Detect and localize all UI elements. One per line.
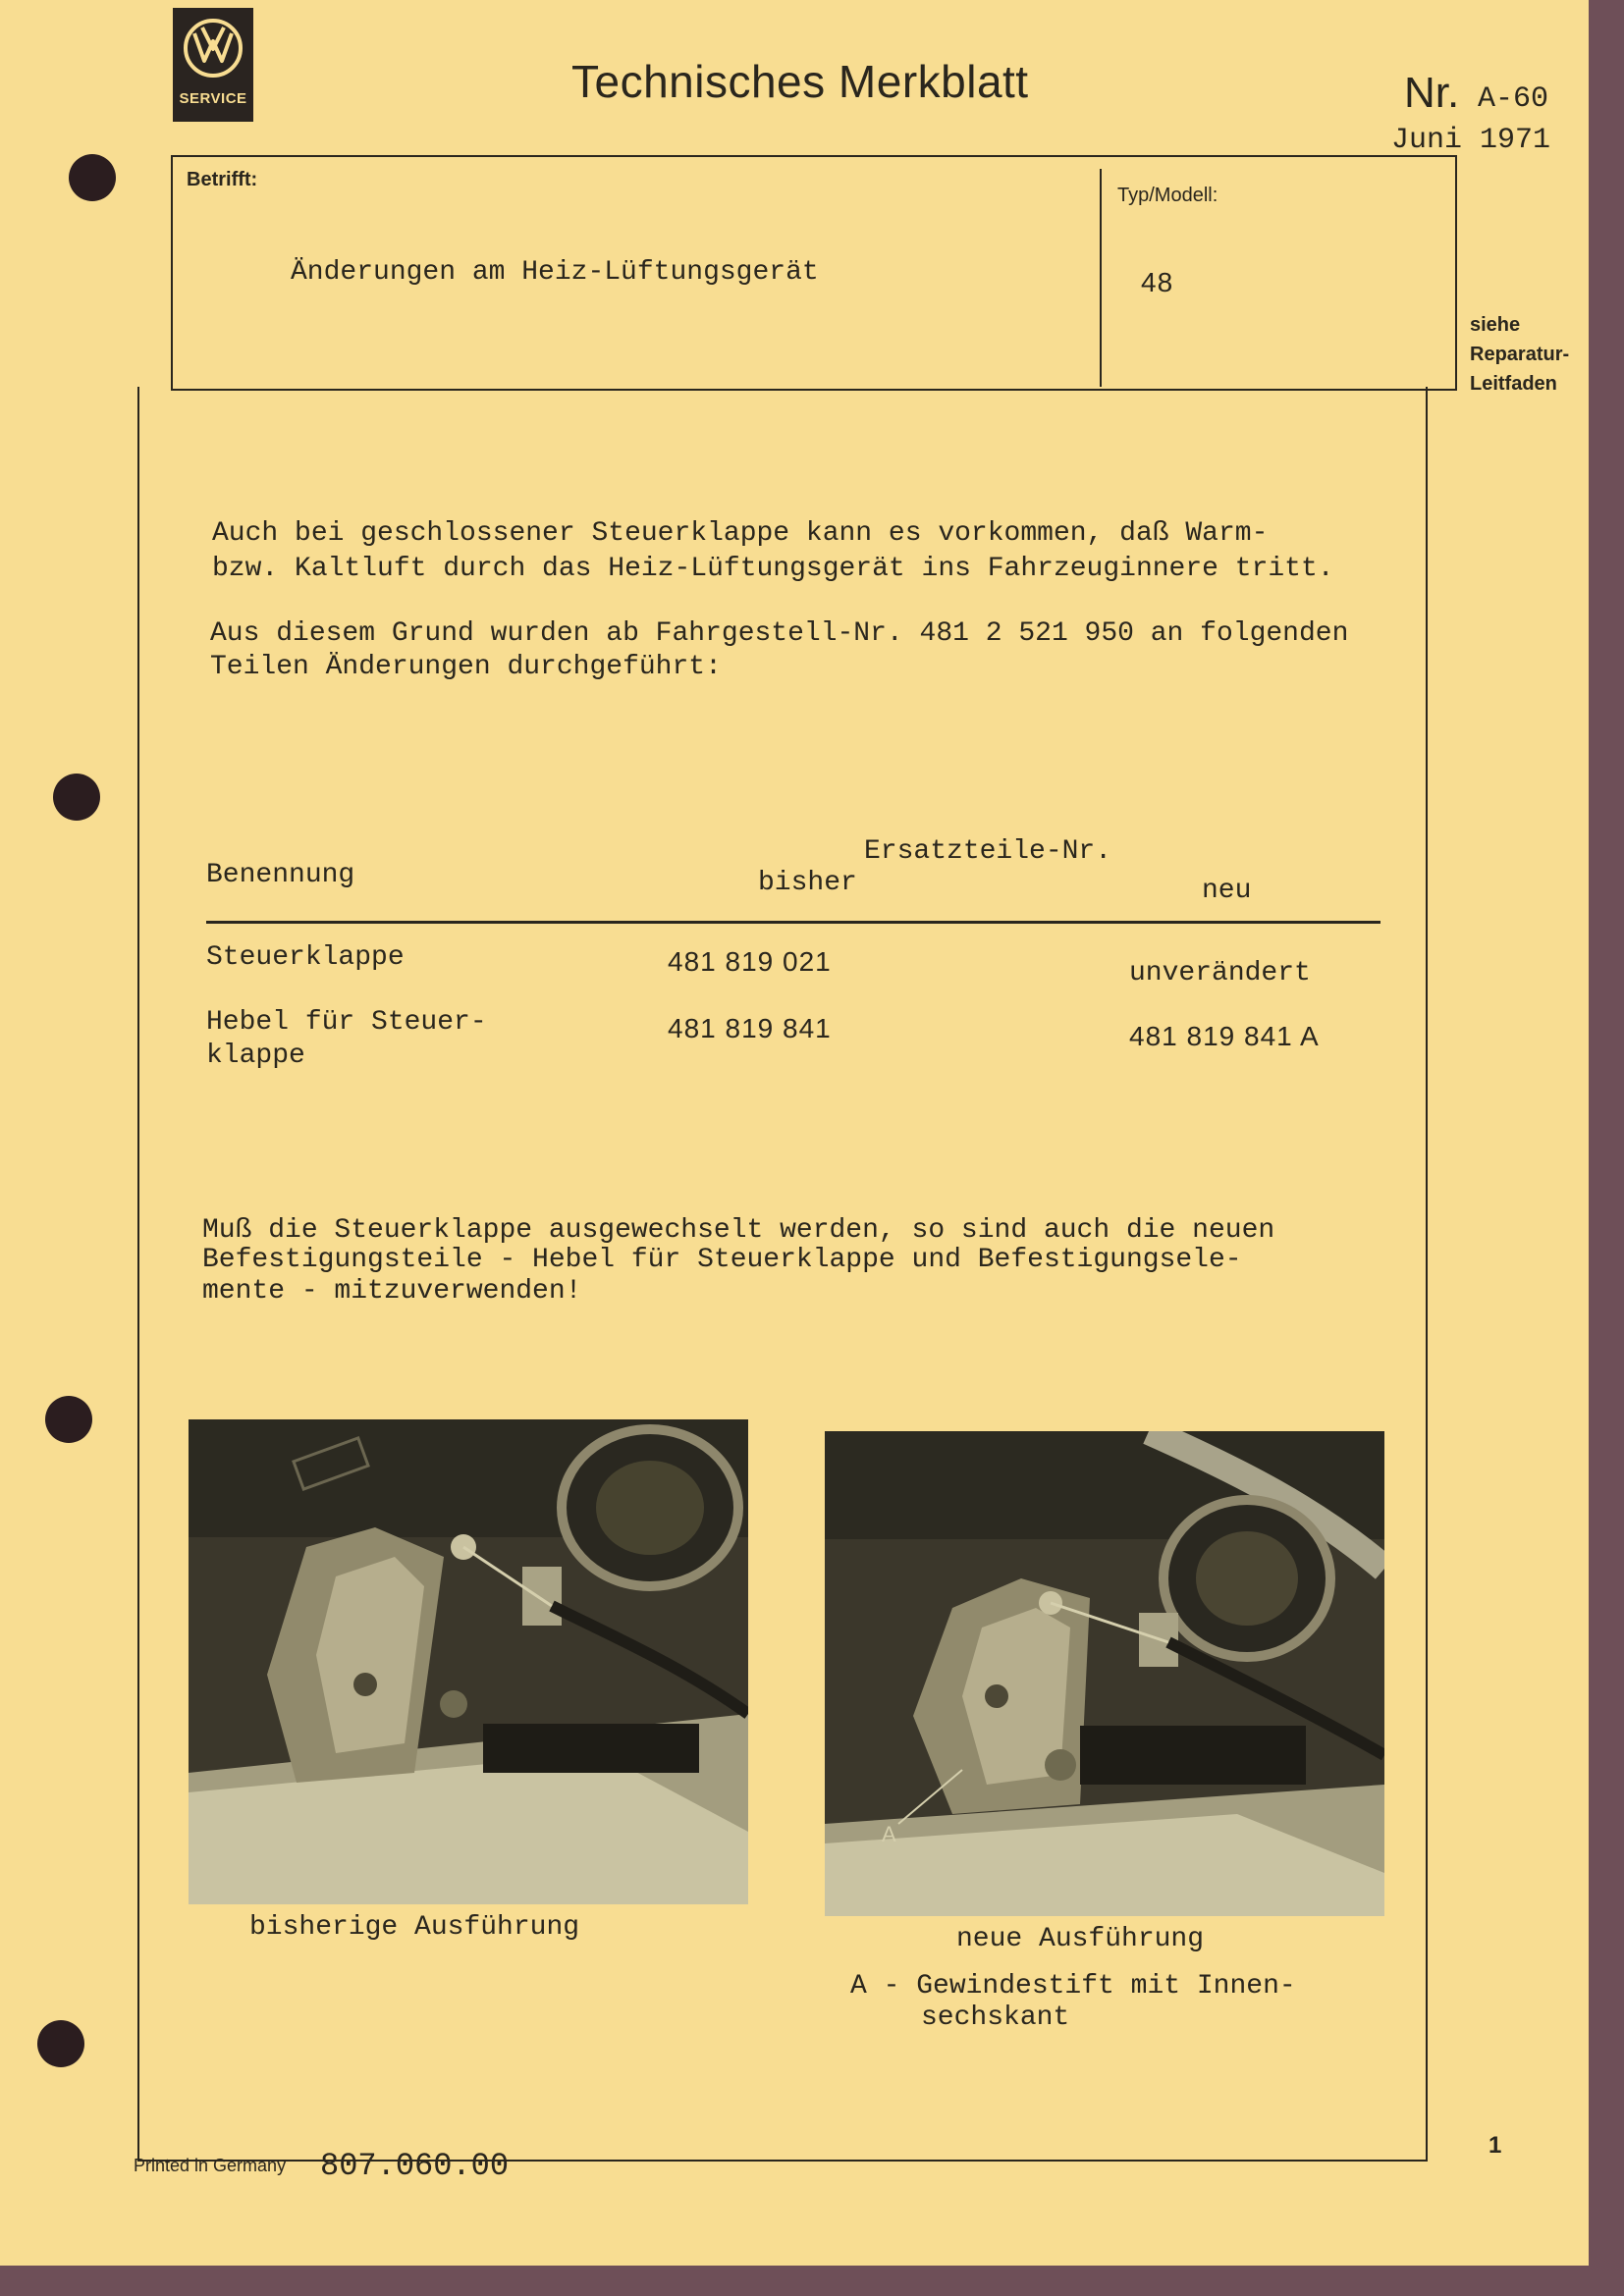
note-line2: Befestigungsteile - Hebel für Steuerklappe und Befestigungsele- xyxy=(202,1245,1242,1275)
side-note-line2: Reparatur- xyxy=(1470,344,1570,365)
table-col-old: bisher xyxy=(758,868,857,898)
vw-logo-icon xyxy=(183,18,244,79)
row2-old: 481 819 841 xyxy=(668,1013,832,1043)
row2-new: 481 819 841 A xyxy=(1129,1021,1320,1051)
row1-old: 481 819 021 xyxy=(668,946,832,977)
row2-name-line1: Hebel für Steuer- xyxy=(206,1007,487,1038)
punch-hole xyxy=(45,1396,92,1443)
legend-line1: A - Gewindestift mit Innen- xyxy=(850,1971,1296,2002)
footer-code: 807.060.00 xyxy=(320,2148,510,2184)
intro-p1-line2: bzw. Kaltluft durch das Heiz-Lüftungsgerät ins Fahrzeuginnere tritt. xyxy=(212,554,1334,584)
page-number: 1 xyxy=(1489,2132,1502,2159)
background-edge-bottom xyxy=(0,2266,1624,2296)
intro-p2-line2: Teilen Änderungen durchgeführt: xyxy=(210,652,722,682)
row1-new: unverändert xyxy=(1129,958,1311,988)
table-col-name: Benennung xyxy=(206,860,355,890)
typ-modell-value: 48 xyxy=(1141,267,1174,297)
caption-old: bisherige Ausführung xyxy=(249,1912,580,1943)
caption-new: neue Ausführung xyxy=(956,1924,1205,1954)
note-line3: mente - mitzuverwenden! xyxy=(202,1276,582,1307)
side-note-line3: Leitfaden xyxy=(1470,373,1557,395)
legend-line2: sechskant xyxy=(921,2002,1070,2033)
row1-name: Steuerklappe xyxy=(206,942,405,973)
photo-new-version xyxy=(825,1431,1384,1916)
printed-in-germany: Printed in Germany xyxy=(134,2156,287,2175)
intro-p2-line1: Aus diesem Grund wurden ab Fahrgestell-Nr. 481 2 521 950 an folgenden xyxy=(210,618,1349,649)
subject-divider xyxy=(1100,169,1102,387)
table-group-header: Ersatzteile-Nr. xyxy=(864,836,1112,867)
number-value: A-60 xyxy=(1478,82,1549,116)
note-line1: Muß die Steuerklappe ausgewechselt werden, so sind auch die neuen xyxy=(202,1215,1275,1246)
number-label: Nr. xyxy=(1404,69,1460,117)
row2-name-line2: klappe xyxy=(206,1041,305,1071)
photo-old-version xyxy=(189,1419,748,1904)
subject-value: Änderungen am Heiz-Lüftungsgerät xyxy=(291,257,819,288)
side-note-line1: siehe xyxy=(1470,314,1521,336)
table-col-new: neu xyxy=(1202,876,1252,906)
punch-hole xyxy=(37,2020,84,2067)
issue-date: Juni 1971 xyxy=(1391,124,1551,157)
table-header-rule xyxy=(206,921,1380,924)
background-edge-right xyxy=(1589,0,1624,2296)
page-title: Technisches Merkblatt xyxy=(571,56,1029,107)
photo-marker-a: A xyxy=(882,1822,896,1846)
betrifft-label: Betrifft: xyxy=(187,169,258,190)
typ-modell-label: Typ/Modell: xyxy=(1117,185,1218,206)
intro-p1-line1: Auch bei geschlossener Steuerklappe kann es vorkommen, daß Warm- xyxy=(212,518,1269,549)
punch-hole xyxy=(53,774,100,821)
punch-hole xyxy=(69,154,116,201)
logo-service-text: SERVICE xyxy=(179,90,247,107)
vw-service-logo xyxy=(173,8,253,122)
